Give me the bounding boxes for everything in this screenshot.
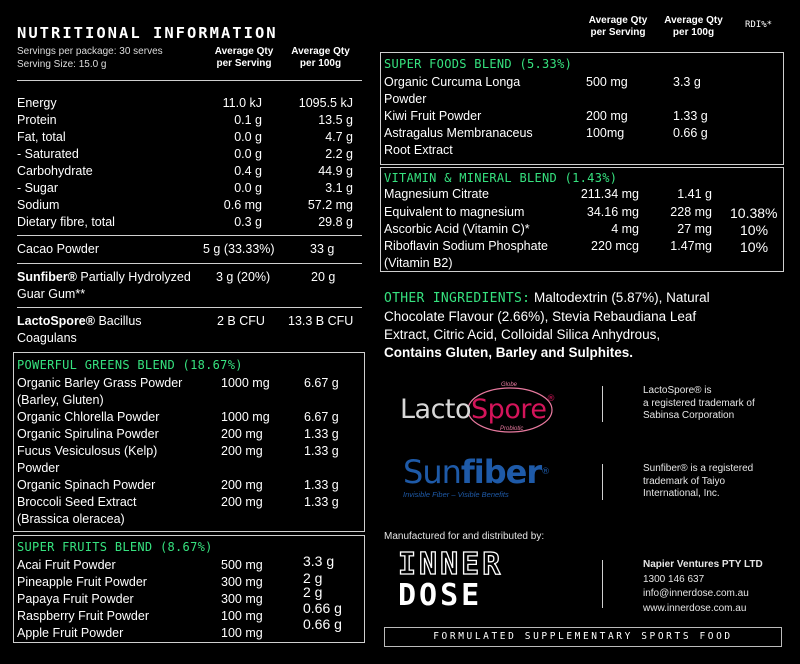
nutrient-name: Fat, total <box>17 130 66 144</box>
blend-item-per100: 1.33 g <box>304 427 339 441</box>
lactospore-reg: ® <box>546 394 555 404</box>
company-name: Napier Ventures PTY LTD <box>643 559 763 570</box>
note-line: trademark of Taiyo <box>643 475 726 487</box>
blend-item-serving: 500 mg <box>586 75 628 89</box>
sunfiber-name <box>17 269 191 286</box>
blend-item-serving: 300 mg <box>221 592 263 606</box>
blend-item-per100: 6.67 g <box>304 410 339 424</box>
other-ingredients-line <box>384 289 784 308</box>
lactospore-wordmark <box>400 394 555 425</box>
blend-item-name: Riboflavin Sodium Phosphate <box>384 239 548 253</box>
lactospore-arc-top: Globe <box>501 382 518 388</box>
divider <box>17 235 362 236</box>
blend-item-per100: 1.33 g <box>673 109 708 123</box>
cacao-per100: 33 g <box>310 242 335 256</box>
blend-item-serving: 220 mcg <box>591 239 639 253</box>
blend-item-name: Acai Fruit Powder <box>17 558 116 572</box>
sunfiber-rest: Partially Hydrolyzed <box>76 270 191 284</box>
blend-item-name: Raspberry Fruit Powder <box>17 609 149 623</box>
sunfiber-trademark-note <box>643 463 753 501</box>
sunfiber-logo <box>403 455 583 510</box>
note-line: International, Inc. <box>643 488 720 499</box>
innerdose-inner: INNER <box>398 547 504 582</box>
lactospore-name <box>17 313 142 330</box>
manufactured-by: Manufactured for and distributed by: <box>384 531 545 542</box>
blend-item-name: Organic Barley Grass Powder <box>17 376 183 390</box>
blend-item-name: Ascorbic Acid (Vitamin C)* <box>384 222 530 236</box>
blend-item-name: Astragalus Membranaceus <box>384 126 533 140</box>
sunfiber-line2: Guar Gum** <box>17 287 86 301</box>
blend-item-serving: 100 mg <box>221 609 263 623</box>
blend-item-per100: 2 g <box>303 584 323 600</box>
other-ingredients-line: Chocolate Flavour (2.66%), Stevia Rebaudiana Leaf <box>384 309 697 324</box>
lactospore-lacto: Lacto <box>400 394 472 425</box>
lactospore-spore: Spore <box>471 394 547 425</box>
other-ingredients <box>384 289 784 362</box>
blend-item-per100: 0.66 g <box>673 126 708 140</box>
blend-item-name-line2: Powder <box>17 461 60 475</box>
col-header-line: per 100g <box>299 58 342 69</box>
divider <box>17 307 362 308</box>
nutrient-per100: 3.1 g <box>325 181 353 195</box>
sunfiber-fiber: fiber <box>460 453 542 491</box>
blend-item-name: Fucus Vesiculosus (Kelp) <box>17 444 158 458</box>
divider <box>17 80 362 81</box>
blend-item-name: Organic Curcuma Longa <box>384 75 521 89</box>
lactospore-rest: Bacillus <box>94 314 142 328</box>
footer-banner: FORMULATED SUPPLEMENTARY SPORTS FOOD <box>384 627 782 647</box>
nutrient-per100: 4.7 g <box>325 130 353 144</box>
blend-item-rdi: 10% <box>740 222 769 238</box>
divider <box>602 386 603 422</box>
nutrient-serving: 11.0 kJ <box>222 96 262 110</box>
nutrient-per100: 2.2 g <box>325 147 353 161</box>
innerdose-dose: DOSE <box>398 578 483 613</box>
company-details <box>643 558 763 616</box>
blend-item-name: Equivalent to magnesium <box>384 205 525 219</box>
right-col-header-per-serving <box>578 15 658 39</box>
blend-item-name: Apple Fruit Powder <box>17 626 124 640</box>
lactospore-arc-bottom: Probiotic <box>500 426 524 432</box>
blend-item-per100: 27 mg <box>677 222 712 236</box>
allergen-warning: Contains Gluten, Barley and Sulphites. <box>384 345 634 360</box>
nutrient-serving: 0.0 g <box>234 147 262 161</box>
blend-item-serving: 500 mg <box>221 558 263 572</box>
sunfiber-reg: ® <box>541 467 550 477</box>
blend-item-per100: 0.66 g <box>303 616 342 632</box>
blend-item-serving: 211.34 mg <box>580 187 639 201</box>
blend-item-name-line2: Powder <box>384 92 427 106</box>
nutrient-name: Energy <box>17 96 57 110</box>
other-ingredients-line: Extract, Citric Acid, Colloidal Silica Anhydrous, <box>384 327 661 342</box>
blend-item-per100: 0.66 g <box>303 600 342 616</box>
other-ingredients-text: Maltodextrin (5.87%), Natural <box>530 290 710 305</box>
blend-item-serving: 100 mg <box>221 626 263 640</box>
blend-item-name: Pineapple Fruit Powder <box>17 575 147 589</box>
vitamins-blend-title: VITAMIN & MINERAL BLEND (1.43%) <box>384 171 618 185</box>
blend-item-per100: 1.33 g <box>304 495 339 509</box>
sunfiber-brand: Sunfiber® <box>17 270 77 284</box>
blend-item-per100: 1.47mg <box>670 239 712 253</box>
serving-size: Serving Size: 15.0 g <box>17 59 107 70</box>
nutrient-name: Dietary fibre, total <box>17 215 115 229</box>
col-header-per-100g <box>283 46 358 70</box>
blend-item-serving: 34.16 mg <box>586 205 639 219</box>
nutrient-per100: 13.5 g <box>318 113 353 127</box>
sunfiber-wordmark <box>403 455 583 489</box>
nutrient-name: Sodium <box>17 198 60 212</box>
blend-item-serving: 100mg <box>586 126 625 140</box>
blend-item-per100: 1.33 g <box>304 444 339 458</box>
divider <box>602 560 603 608</box>
greens-blend-title: POWERFUL GREENS BLEND (18.67%) <box>17 358 243 372</box>
nutrient-per100: 57.2 mg <box>307 198 353 212</box>
sunfiber-serving: 3 g (20%) <box>216 270 271 284</box>
nutrient-name: - Saturated <box>17 147 79 161</box>
col-header-line: Average Qty <box>664 15 723 26</box>
nutrient-serving: 0.6 mg <box>223 198 262 212</box>
nutrient-serving: 0.4 g <box>234 164 262 178</box>
company-email: info@innerdose.com.au <box>643 588 749 599</box>
note-line: a registered trademark of <box>643 397 755 409</box>
blend-item-name: Organic Chlorella Powder <box>17 410 160 424</box>
col-header-line: per Serving <box>590 27 646 38</box>
servings-per-package: Servings per package: 30 serves <box>17 46 163 57</box>
nutrient-name: Protein <box>17 113 57 127</box>
col-header-line: Average Qty <box>291 46 350 57</box>
blend-item-name-line2: Root Extract <box>384 143 453 157</box>
blend-item-serving: 4 mg <box>611 222 639 236</box>
blend-item-per100: 2 g <box>303 570 323 586</box>
lactospore-trademark-note <box>643 385 755 423</box>
panel-title: NUTRITIONAL INFORMATION <box>17 24 278 42</box>
right-col-header-per-100g <box>656 15 731 39</box>
lactospore-brand: LactoSpore® <box>17 314 95 328</box>
col-header-line: per Serving <box>216 58 272 69</box>
note-line: LactoSpore® is <box>643 385 712 396</box>
lactospore-logo <box>398 380 558 440</box>
blend-item-per100: 3.3 g <box>673 75 701 89</box>
blend-item-name: Papaya Fruit Powder <box>17 592 134 606</box>
blend-item-name: Magnesium Citrate <box>384 187 489 201</box>
blend-item-name-line2: (Vitamin B2) <box>384 256 453 270</box>
divider <box>17 263 362 264</box>
blend-item-per100: 1.41 g <box>677 187 712 201</box>
sunfiber-sun: Sun <box>403 453 461 491</box>
blend-item-serving: 200 mg <box>221 478 263 492</box>
superfoods-blend-title: SUPER FOODS BLEND (5.33%) <box>384 57 573 71</box>
col-header-line: Average Qty <box>588 15 648 26</box>
nutrient-name: - Sugar <box>17 181 58 195</box>
blend-item-per100: 3.3 g <box>303 553 335 569</box>
blend-item-rdi: 10% <box>740 239 769 255</box>
nutrient-serving: 0.0 g <box>234 181 262 195</box>
blend-item-name: Organic Spinach Powder <box>17 478 156 492</box>
nutrient-per100: 29.8 g <box>318 215 353 229</box>
col-header-line: per 100g <box>672 27 715 38</box>
cacao-serving: 5 g (33.33%) <box>203 242 275 256</box>
blend-item-serving: 300 mg <box>221 575 263 589</box>
company-phone: 1300 146 637 <box>643 573 705 585</box>
blend-item-rdi: 10.38% <box>730 205 778 221</box>
blend-item-name: Organic Spirulina Powder <box>17 427 159 441</box>
blend-item-serving: 1000 mg <box>221 410 270 424</box>
nutrient-serving: 0.0 g <box>234 130 262 144</box>
nutrient-per100: 44.9 g <box>318 164 353 178</box>
sunfiber-per100: 20 g <box>311 270 336 284</box>
blend-item-serving: 200 mg <box>221 495 263 509</box>
blend-item-name-line2: (Barley, Gluten) <box>17 393 104 407</box>
cacao-name: Cacao Powder <box>17 242 99 256</box>
company-website: www.innerdose.com.au <box>643 602 747 614</box>
blend-item-per100: 6.67 g <box>304 376 339 390</box>
lactospore-per100: 13.3 B CFU <box>288 314 354 328</box>
other-ingredients-label: OTHER INGREDIENTS: <box>384 291 531 306</box>
nutrient-serving: 0.3 g <box>234 215 262 229</box>
blend-item-per100: 228 mg <box>670 205 712 219</box>
lactospore-line2: Coagulans <box>17 331 77 345</box>
blend-item-name: Kiwi Fruit Powder <box>384 109 482 123</box>
fruits-blend-title: SUPER FRUITS BLEND (8.67%) <box>17 540 213 554</box>
blend-item-serving: 200 mg <box>221 444 263 458</box>
lactospore-serving: 2 B CFU <box>217 314 265 328</box>
nutrient-serving: 0.1 g <box>234 113 262 127</box>
col-header-per-serving <box>204 46 284 70</box>
note-line: Sunfiber® is a registered <box>643 463 754 474</box>
blend-item-per100: 1.33 g <box>304 478 339 492</box>
blend-item-serving: 1000 mg <box>221 376 270 390</box>
col-header-line: Average Qty <box>214 46 274 57</box>
divider <box>602 464 603 500</box>
nutrient-per100: 1095.5 kJ <box>298 96 353 110</box>
blend-item-name-line2: (Brassica oleracea) <box>17 512 125 526</box>
blend-item-serving: 200 mg <box>221 427 263 441</box>
blend-item-serving: 200 mg <box>586 109 628 123</box>
note-line: Sabinsa Corporation <box>643 410 735 421</box>
sunfiber-tagline: Invisible Fiber – Visible Benefits <box>403 490 509 499</box>
blend-item-name: Broccoli Seed Extract <box>17 495 137 509</box>
right-col-header-rdi: RDI%* <box>745 20 773 30</box>
nutrient-name: Carbohydrate <box>17 164 93 178</box>
innerdose-logo <box>398 547 578 616</box>
